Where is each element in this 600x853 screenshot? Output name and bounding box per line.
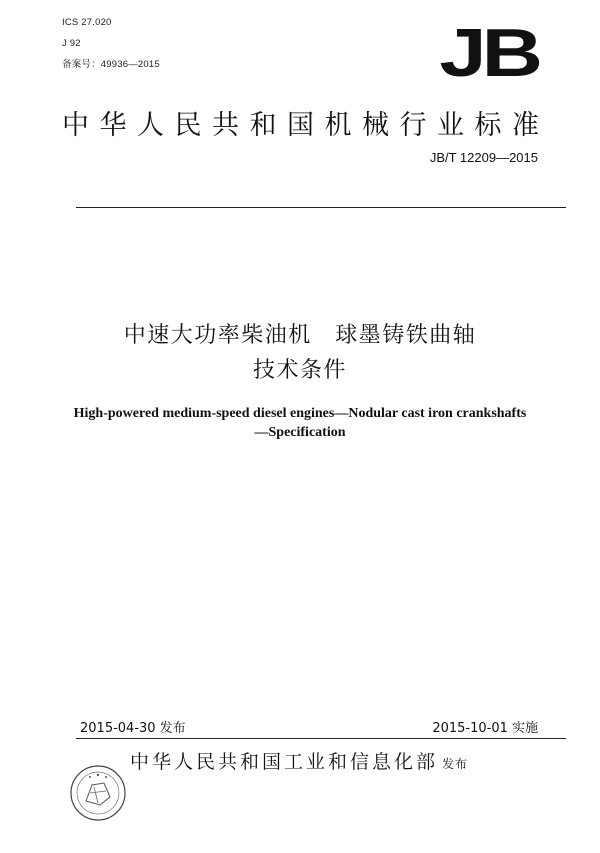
top-divider bbox=[76, 207, 566, 208]
ics-code: ICS 27.020 bbox=[62, 17, 112, 28]
issuer-name: 中华人民共和国工业和信息化部 bbox=[130, 751, 439, 773]
official-seal-icon bbox=[68, 763, 128, 823]
issuing-authority bbox=[130, 747, 468, 774]
jb-logo: JB bbox=[439, 15, 538, 91]
chinese-title-line-1: 中速大功率柴油机 球墨铸铁曲轴 bbox=[123, 323, 477, 348]
english-title-line-2: —Specification bbox=[254, 425, 346, 440]
bottom-divider bbox=[76, 738, 566, 739]
standard-category-title: 中华人民共和国机械行业标准 bbox=[62, 110, 550, 141]
implementation-date: 2015-10-01 实施 bbox=[432, 721, 538, 736]
record-number: 备案号：49936—2015 bbox=[62, 59, 160, 70]
classification-code: J 92 bbox=[62, 38, 81, 49]
standard-number: JB/T 12209—2015 bbox=[429, 150, 538, 165]
issuer-suffix: 发布 bbox=[442, 757, 469, 771]
chinese-title-line-2: 技术条件 bbox=[252, 358, 347, 383]
issue-date: 2015-04-30 发布 bbox=[80, 721, 186, 736]
english-title-line-1: High-powered medium-speed diesel engines—Nodular cast iron crankshafts bbox=[73, 406, 527, 421]
